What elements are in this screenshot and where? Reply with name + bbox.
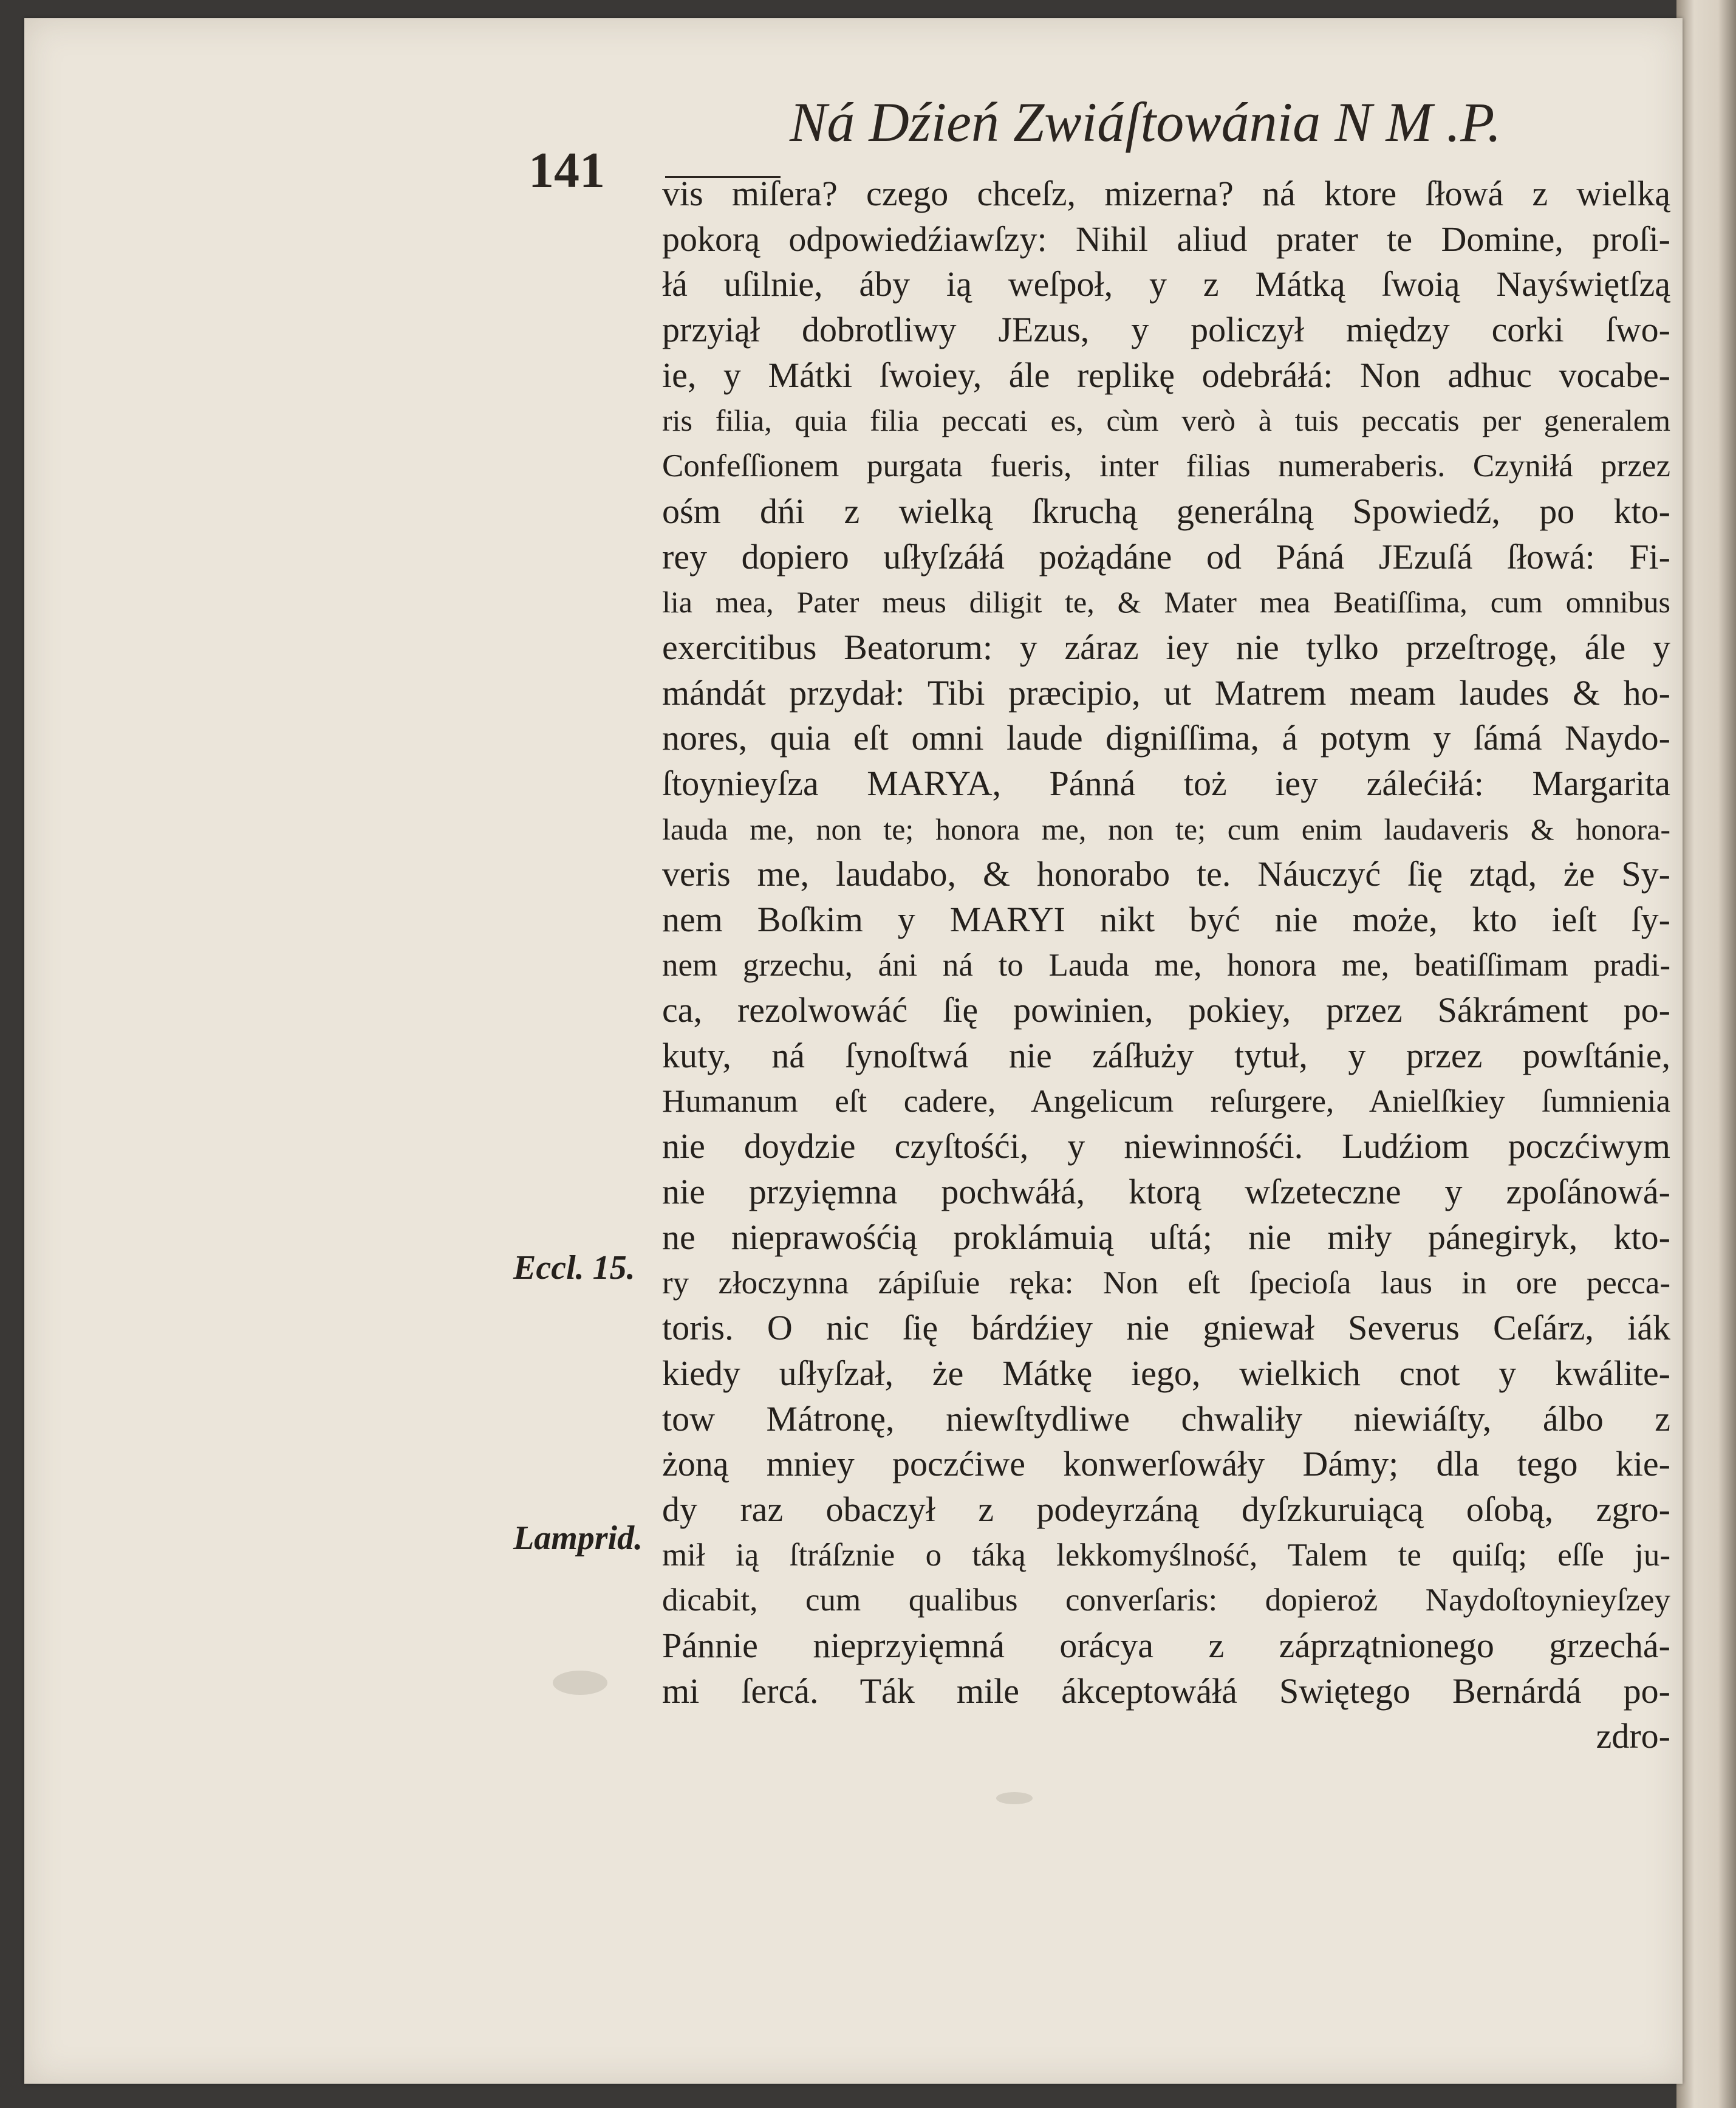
body-text bbox=[662, 171, 1670, 1759]
text-line: veris me, laudabo, & honorabo te. Náuczyć ſię ztąd, że Sy- bbox=[662, 854, 1670, 894]
text-line: ris filia, quia filia peccati es, cùm verò à tuis peccatis per generalem bbox=[662, 403, 1670, 438]
margin-note-eccl: Eccl. 15. bbox=[513, 1249, 635, 1287]
text-line: nie przyięmna pochwáłá, ktorą wſzeteczne y zpoſánowá- bbox=[662, 1172, 1670, 1212]
text-line: nores, quia eſt omni laude digniſſima, á potym y ſámá Naydo- bbox=[662, 718, 1670, 758]
text-line: Pánnie nieprzyięmná orácya z záprzątnionego grzechá- bbox=[662, 1626, 1670, 1665]
text-line: dy raz obaczył z podeyrzáną dyſzkuruiącą oſobą, zgro- bbox=[662, 1489, 1670, 1529]
text-line: przyiął dobrotliwy JEzus, y policzył między corki ſwo- bbox=[662, 310, 1670, 350]
ink-smudge bbox=[996, 1792, 1033, 1804]
text-line: kiedy uſłyſzał, że Mátkę iego, wielkich cnot y kwálite- bbox=[662, 1353, 1670, 1393]
text-line: mił ią ſtráſznie o táką lekkomyślność, Talem te quiſq; eſſe ju- bbox=[662, 1537, 1670, 1573]
text-line: nem grzechu, áni ná to Lauda me, honora me, beatiſſimam pradi- bbox=[662, 947, 1670, 983]
text-line: tow Mátronę, niewſtydliwe chwaliły niewiáſty, álbo z bbox=[662, 1398, 1670, 1439]
text-line: rey dopiero uſłyſzáłá pożądáne od Páná JEzuſá ſłowá: Fi- bbox=[662, 536, 1670, 577]
text-line: ry złoczynna zápiſuie ręka: Non eſt ſpecioſa laus in ore pecca- bbox=[662, 1265, 1670, 1301]
text-line: lauda me, non te; honora me, non te; cum enim laudaveris & honora- bbox=[662, 812, 1670, 846]
text-line: ie, y Mátki ſwoiey, ále replikę odebráłá: Non adhuc vocabe- bbox=[662, 355, 1670, 395]
margin-note-lamprid: Lamprid. bbox=[513, 1519, 643, 1557]
text-line: lia mea, Pater meus diligit te, & Mater mea Beatiſſima, cum omnibus bbox=[662, 585, 1670, 620]
text-line: dicabit, cum qualibus converſaris: dopieroż Naydoſtoynieyſzey bbox=[662, 1583, 1670, 1618]
page-number: 141 bbox=[528, 142, 605, 199]
text-line: nem Boſkim y MARYI nikt być nie może, kto ieſt ſy- bbox=[662, 900, 1670, 939]
text-line: mi ſercá. Ták mile ákceptowáłá Swiętego Bernárdá po- bbox=[662, 1671, 1670, 1711]
text-line: pokorą odpowiedźiawſzy: Nihil aliud prater te Domine, proſi- bbox=[662, 219, 1670, 259]
page-header bbox=[528, 90, 1561, 169]
text-line: Humanum eſt cadere, Angelicum reſurgere, Anielſkiey ſumnienia bbox=[662, 1083, 1670, 1119]
catchword: zdro- bbox=[1596, 1716, 1670, 1756]
text-line: vis miſera? czego chceſz, mizerna? ná ktore ſłowá z wielką bbox=[662, 174, 1670, 213]
text-line: toris. O nic ſię bárdźiey nie gniewał Severus Ceſárz, iák bbox=[662, 1308, 1670, 1348]
text-line: kuty, ná ſynoſtwá nie záſłuży tytuł, y przez powſtánie, bbox=[662, 1036, 1670, 1076]
text-line: Confeſſionem purgata fueris, inter filias numeraberis. Czyniłá przez bbox=[662, 448, 1670, 484]
book-gutter bbox=[1676, 0, 1736, 2108]
text-line: ſtoynieyſza MARYA, Pánná toż iey zálećiłá: Margarita bbox=[662, 763, 1670, 803]
text-line: ne nieprawośćią proklámuią uſtá; nie miły pánegiryk, kto- bbox=[662, 1217, 1670, 1257]
text-line: żoną mniey poczćiwe konwerſowáły Dámy; dla tego kie- bbox=[662, 1444, 1670, 1484]
text-line: exercitibus Beatorum: y záraz iey nie tylko przeſtrogę, ále y bbox=[662, 627, 1670, 667]
text-line: nie doydzie czyſtośći, y niewinnośći. Ludźiom poczćiwym bbox=[662, 1126, 1670, 1166]
running-head: Ná Dźień Zwiáſtowánia N M .P. bbox=[790, 91, 1502, 153]
ink-smudge bbox=[553, 1671, 607, 1695]
text-line: łá uſilnie, áby ią weſpoł, y z Mátką ſwoią Nayświętſzą bbox=[662, 264, 1670, 304]
text-line: ca, rezolwowáć ſię powinien, pokiey, przez Sákráment po- bbox=[662, 990, 1670, 1030]
text-line: ośm dńi z wielką ſkruchą generálną Spowiedź, po kto- bbox=[662, 491, 1670, 531]
text-line: mándát przydał: Tibi præcipio, ut Matrem meam laudes & ho- bbox=[662, 672, 1670, 713]
